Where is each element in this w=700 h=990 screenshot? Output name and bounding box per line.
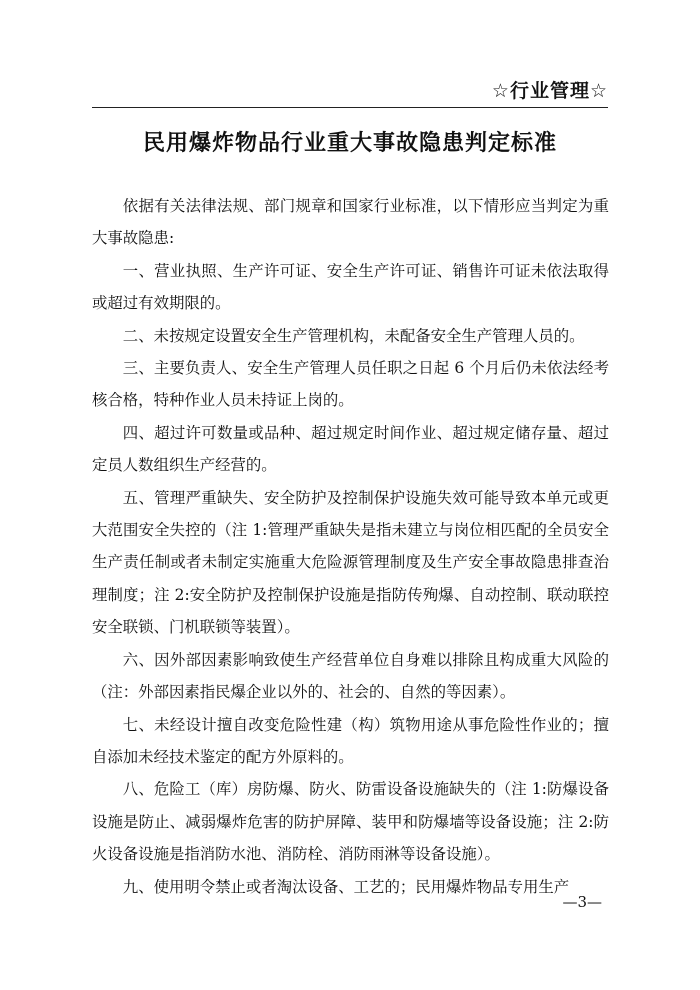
intro-paragraph: 依据有关法律法规、部门规章和国家行业标准，以下情形应当判定为重大事故隐患: <box>92 197 609 248</box>
document-title: 民用爆炸物品行业重大事故隐患判定标准 <box>142 131 557 156</box>
criterion-paragraph-2: 二、未按规定设置安全生产管理机构，未配备安全生产管理人员的。 <box>122 326 585 345</box>
criterion-paragraph-1: 一、营业执照、生产许可证、安全生产许可证、销售许可证未依法取得或超过有效期限的。 <box>92 261 609 313</box>
criterion-paragraph-6: 六、因外部因素影响致使生产经营单位自身难以排除且构成重大风险的（注：外部因素指民爆企业以外的、社会的、自然的等因素）。 <box>92 650 609 702</box>
criterion-paragraph-3: 三、主要负责人、安全生产管理人员任职之日起 6 个月后仍未依法经考核合格，特种作业人员未持证上岗的。 <box>92 359 609 410</box>
criterion-paragraph-4: 四、超过许可数量或品种、超过规定时间作业、超过规定储存量、超过定员人数组织生产经营的。 <box>92 423 609 475</box>
section-tag: ☆行业管理☆ <box>491 80 608 102</box>
header-divider <box>92 107 608 108</box>
document-body <box>92 190 609 903</box>
page-number: —3— <box>562 893 602 911</box>
criterion-paragraph-7: 七、未经设计擅自改变危险性建（构）筑物用途从事危险性作业的；擅自添加未经技术鉴定的配方外原料的。 <box>92 715 609 766</box>
criterion-paragraph-9: 九、使用明令禁止或者淘汰设备、工艺的；民用爆炸物品专用生产 <box>122 877 570 896</box>
criterion-paragraph-5: 五、管理严重缺失、安全防护及控制保护设施失效可能导致本单元或更大范围安全失控的（注 1:管理严重缺失是指未建立与岗位相匹配的全员安全生产责任制或者未制定实施重大危险源管理制度及生产安全事故隐患排查治理制度；注 2:安全防护及控制保护设施是指防传殉爆、自动控制、联动联控安全联锁、门机联锁等装置）。 <box>92 488 609 637</box>
criterion-paragraph-8: 八、危险工（库）房防爆、防火、防雷设备设施缺失的（注 1:防爆设备设施是防止、减弱爆炸危害的防护屏障、装甲和防爆墙等设备设施；注 2:防火设备设施是指消防水池、消防栓、消防雨淋等设备设施）。 <box>92 780 609 864</box>
